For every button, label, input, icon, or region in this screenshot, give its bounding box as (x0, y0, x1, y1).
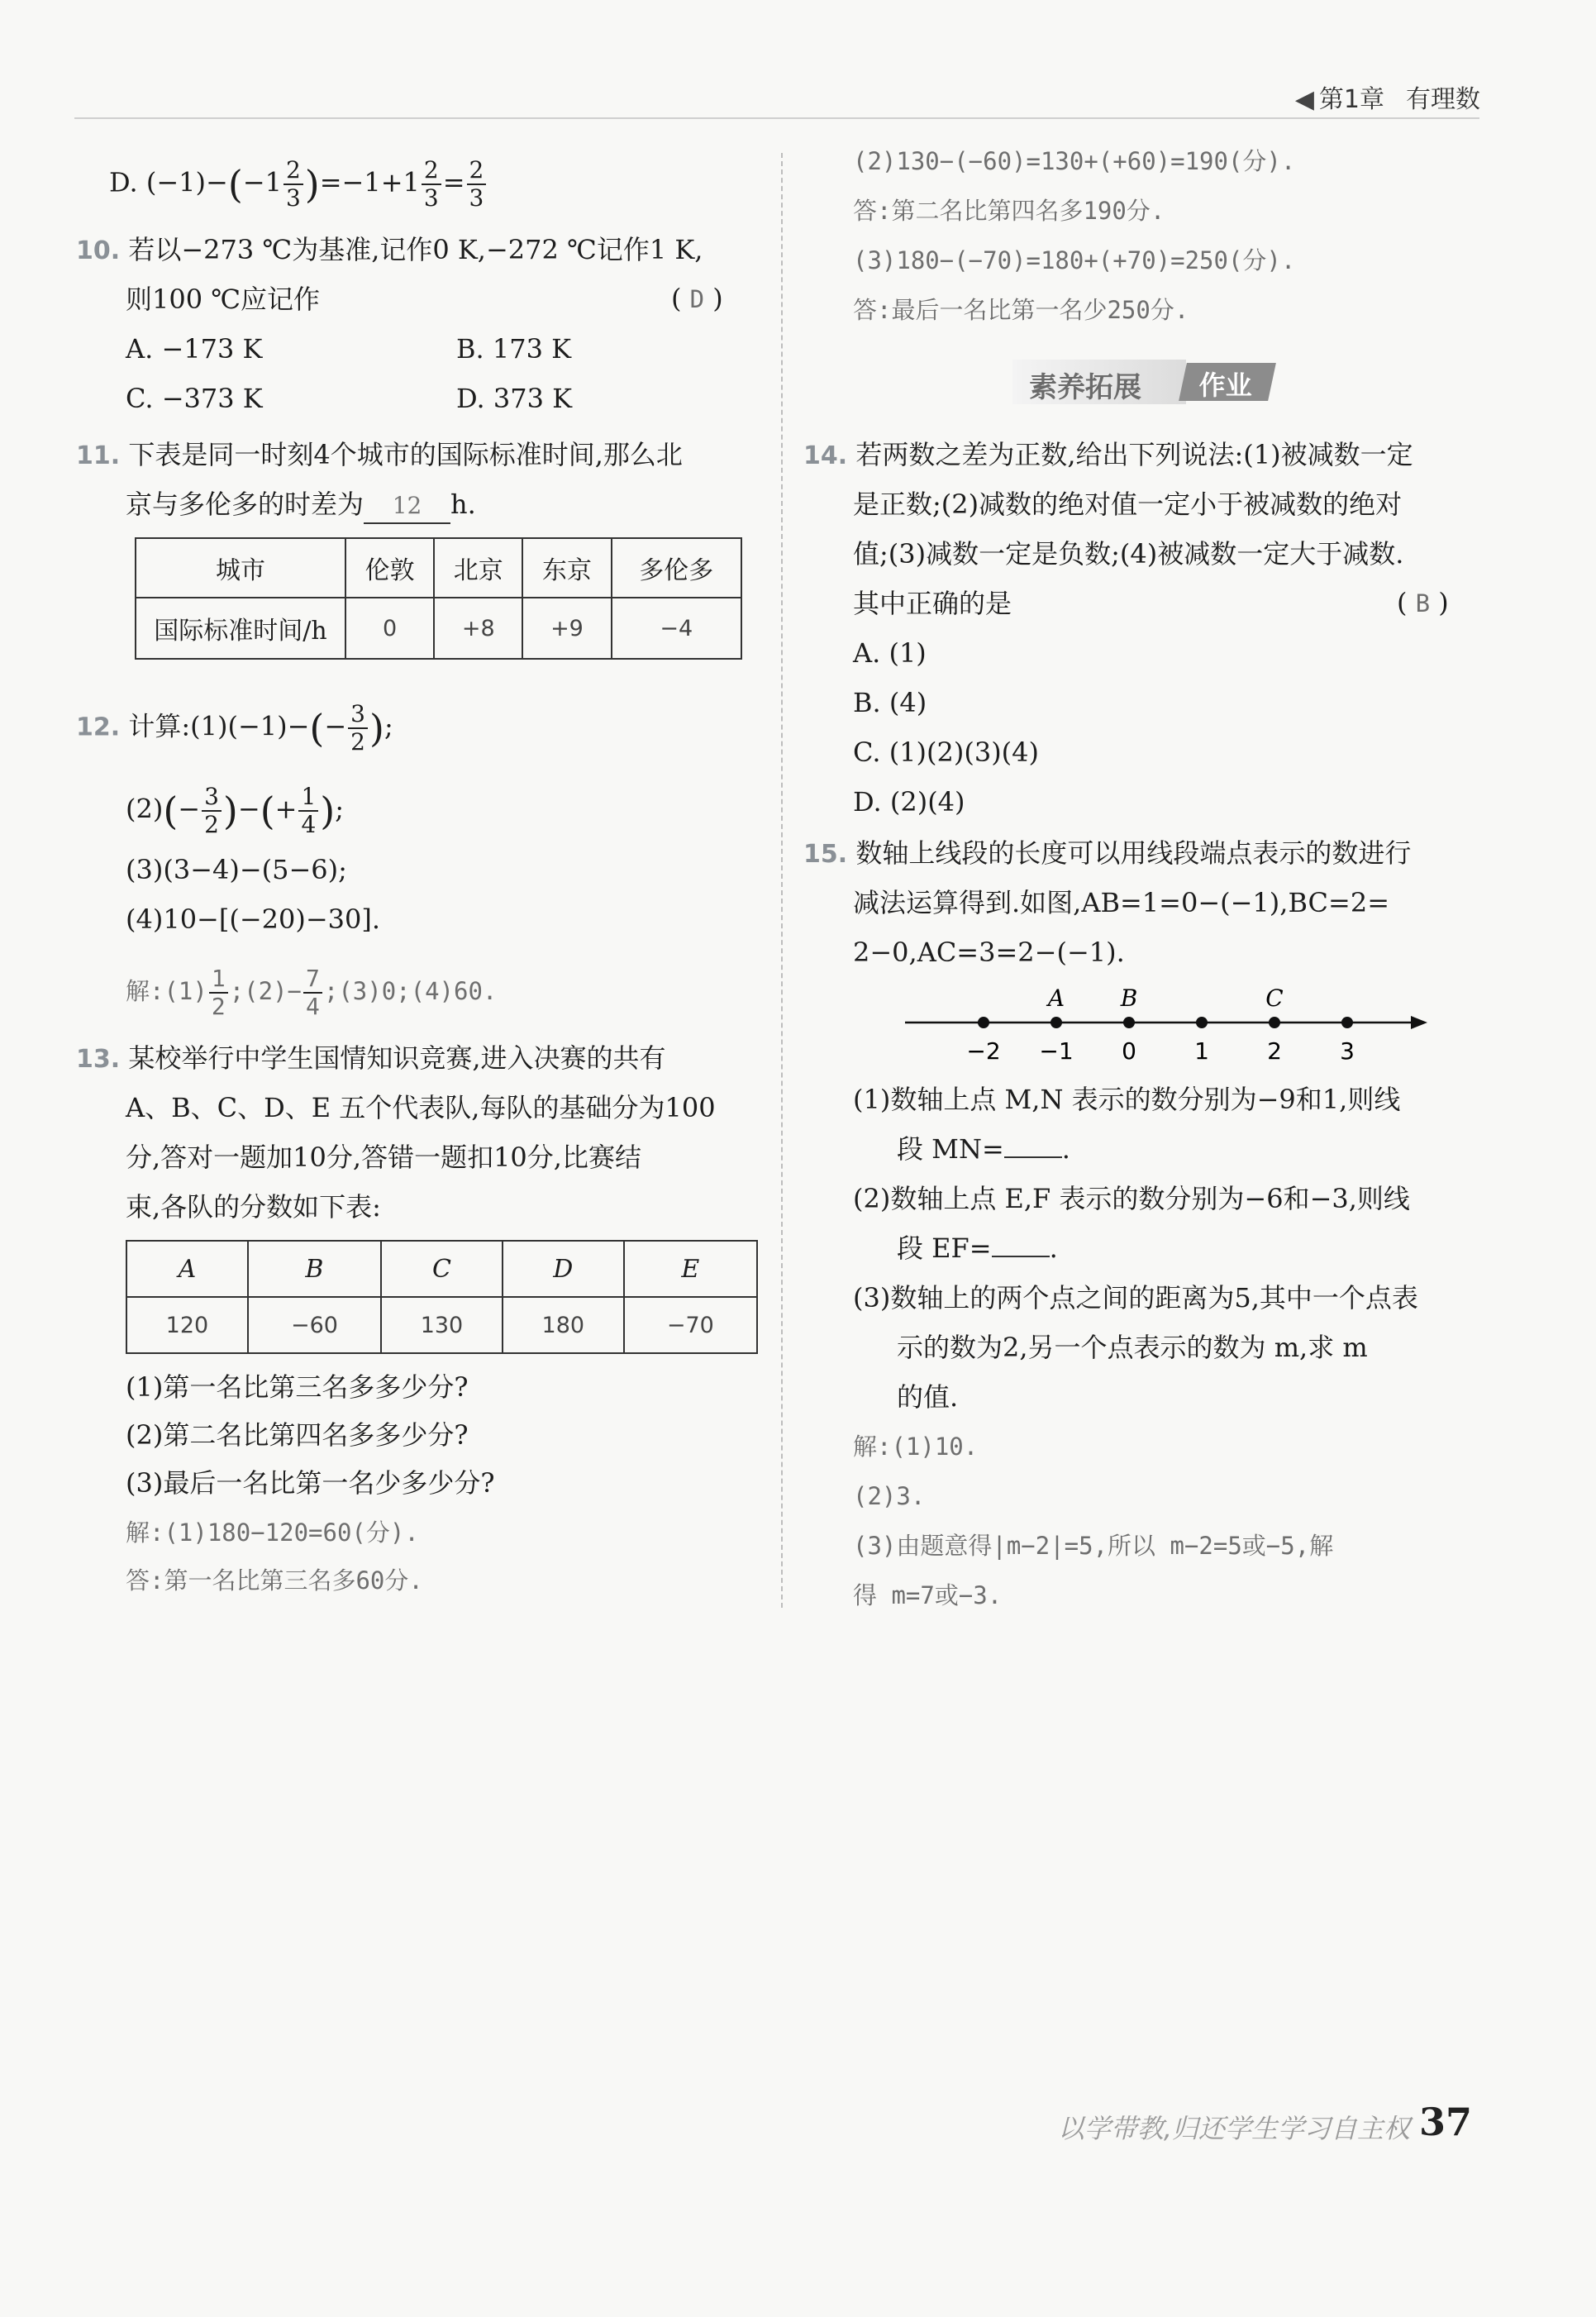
q11-text1: 下表是同一时刻4个城市的国际标准时间,那么北 (128, 439, 683, 470)
axis-tick-label: −2 (966, 1037, 1001, 1065)
q15-sub1-text: 段 MN= (897, 1133, 1004, 1165)
q9-f1-den: 3 (285, 184, 301, 212)
q11-text2-post: h. (450, 489, 476, 520)
q13-text3: 分,答对一题加10分,答错一题扣10分,比赛结 (126, 1142, 641, 1173)
section-banner (1012, 360, 1273, 404)
q9-f3-den: 3 (469, 184, 484, 212)
q12-p2-n1: 3 (202, 784, 222, 812)
q11-value-london: 0 (345, 598, 434, 659)
q15-text2: 减法运算得到.如图,AB=1=0−(−1),BC=2= (853, 887, 1390, 918)
q9-eq: = (442, 166, 465, 198)
q15-line1 (803, 837, 1411, 871)
q11-value-beijing: +8 (434, 598, 522, 659)
q13-answer3b: 答:最后一名比第一名少250分. (853, 296, 1189, 324)
q12-p2-sign1: − (178, 793, 201, 825)
q15-sub3-line3: 的值. (897, 1381, 959, 1413)
axis-tick-label: 1 (1194, 1037, 1209, 1065)
q15-sub3-line1: (3)数轴上的两个点之间的距离为5,其中一个点表 (853, 1282, 1418, 1313)
q11-header-tokyo: 东京 (522, 538, 611, 598)
q12-sol-n1: 1 (209, 965, 228, 994)
q12-part1: 12. 计算:(1)(−1)−(− $\frac{3}{2}$ ); (76, 700, 393, 756)
q11-row-label: 国际标准时间/h (136, 598, 345, 659)
q13-header-b: B (248, 1241, 381, 1297)
q12-p1-end: ; (384, 710, 393, 742)
axis-point-dot (1196, 1017, 1208, 1028)
q14-line1 (803, 438, 1413, 473)
q11-header-toronto: 多伦多 (612, 538, 741, 598)
q12-p2-n2: 1 (298, 784, 318, 812)
q15-number: 15. (803, 840, 848, 869)
q12-sol-n2: 7 (303, 965, 322, 994)
axis-point-label: B (1120, 984, 1138, 1012)
q9-mid: =−1+1 (319, 166, 420, 198)
q10-line1 (76, 233, 703, 268)
axis-tick-label: 2 (1267, 1037, 1282, 1065)
q13-answer1b: 答:第一名比第三名多60分. (126, 1566, 423, 1595)
q14-option-b: B. (4) (853, 687, 927, 718)
q12-p2-d1: 2 (204, 811, 219, 838)
q15-text1: 数轴上线段的长度可以用线段端点表示的数进行 (855, 837, 1412, 869)
q14-text2: 是正数;(2)减数的绝对值一定小于被减数的绝对 (853, 489, 1403, 520)
q15-answer2: (2)3. (853, 1482, 926, 1510)
q11-header-city: 城市 (136, 538, 345, 598)
q9-option-d: D. (−1)−(−1 $\frac{2}{3}$ )=−1+1 $\frac{2}{3}$ = $\frac{2}{3}$ (109, 157, 488, 212)
q11-blank-answer: 12 (364, 489, 450, 524)
q9-frac-3 (467, 157, 487, 212)
axis-point-dot (1123, 1017, 1135, 1028)
q12-p2-frac2 (298, 784, 318, 838)
header-rule (74, 117, 1479, 119)
q12-p2-sign2: + (274, 793, 298, 825)
q15-answer1: 解:(1)10. (853, 1433, 979, 1461)
q13-score-table (126, 1240, 758, 1354)
axis-point-dot (978, 1017, 989, 1028)
q12-p1-num: 3 (348, 701, 368, 729)
q10-answer: D (689, 285, 705, 313)
q13-sub3: (3)最后一名比第一名少多少分? (126, 1467, 495, 1499)
q12-sol-frac2 (303, 965, 322, 1020)
q15-answer3a: (3)由题意得|m−2|=5,所以 m−2=5或−5,解 (853, 1532, 1334, 1560)
q10-option-a: A. −173 K (126, 333, 263, 365)
q12-p1-pre: (1)(−1)− (190, 710, 310, 742)
q13-score-a: 120 (126, 1297, 248, 1353)
q13-header-e: E (624, 1241, 757, 1297)
q10-text1: 若以−273 ℃为基准,记作0 K,−272 ℃记作1 K, (128, 234, 703, 265)
axis-tick-label: 3 (1340, 1037, 1355, 1065)
q13-score-d: 180 (503, 1297, 624, 1353)
q11-value-toronto: −4 (612, 598, 741, 659)
q9-expr-start: (−1)− (145, 166, 228, 198)
q11-header-london: 伦敦 (345, 538, 434, 598)
q9-f2-den: 3 (423, 184, 439, 212)
q14-number: 14. (803, 441, 848, 470)
banner-tag-text: 作业 (1198, 369, 1252, 401)
q9-f1-num: 2 (283, 157, 303, 185)
q9-d-label: D. (109, 166, 138, 198)
q12-p2-d2: 4 (301, 811, 317, 838)
q15-sub2-line2: 段 EF= . (897, 1232, 1058, 1264)
q10-line2: 则100 ℃应记作 (126, 284, 321, 315)
q12-p2-mid: − (237, 793, 260, 825)
q12-sol-d1: 2 (211, 993, 226, 1020)
q12-solution (126, 965, 497, 1020)
number-line-arrow-icon (1411, 1016, 1427, 1029)
q15-sub2-text: 段 EF= (897, 1232, 992, 1264)
q12-part4: (4)10−[(−20)−30]. (126, 903, 381, 935)
q12-part3: (3)(3−4)−(5−6); (126, 854, 347, 885)
q10-option-b: B. 173 K (456, 333, 572, 365)
q11-line1 (76, 438, 683, 473)
q9-frac-1 (283, 157, 303, 212)
q13-answer2b: 答:第二名比第四名多190分. (853, 197, 1165, 225)
q15-sub2-blank (992, 1256, 1050, 1257)
q13-text1: 某校举行中学生国情知识竞赛,进入决赛的共有 (128, 1042, 666, 1074)
column-divider (781, 153, 783, 1608)
banner-main (1012, 360, 1186, 404)
q9-minus-one: −1 (242, 166, 282, 198)
chapter-label: 第1章 (1318, 85, 1384, 114)
q12-sol-frac1 (209, 965, 228, 1020)
q13-line1 (76, 1042, 666, 1076)
q12-number: 12. (76, 713, 121, 742)
page-number: 37 (1418, 2100, 1472, 2144)
axis-tick-label: 0 (1122, 1037, 1136, 1065)
q15-sub1-line2: 段 MN= . (897, 1133, 1070, 1165)
q13-text2: A、B、C、D、E 五个代表队,每队的基础分为100 (126, 1092, 716, 1123)
q11-header-beijing: 北京 (434, 538, 522, 598)
q12-sol-d2: 4 (306, 993, 320, 1020)
axis-point-dot (1341, 1017, 1353, 1028)
q15-text3: 2−0,AC=3=2−(−1). (853, 937, 1125, 968)
triangle-left-icon: ◀ (1294, 85, 1314, 114)
q12-label: 计算: (128, 710, 191, 742)
q13-sub1: (1)第一名比第三名多多少分? (126, 1371, 469, 1403)
q14-text1: 若两数之差为正数,给出下列说法:(1)被减数一定 (855, 439, 1413, 470)
q14-text4: 其中正确的是 (853, 588, 1012, 619)
q12-p1-den: 2 (350, 728, 365, 756)
axis-point-dot (1051, 1017, 1062, 1028)
q14-answer-paren: ( B ) (1397, 587, 1449, 618)
q12-part2: (2)(− $\frac{3}{2}$ )−(+ $\frac{1}{4}$ ); (126, 783, 345, 838)
q13-score-e: −70 (624, 1297, 757, 1353)
q12-sol-pre: 解:(1) (126, 977, 207, 1005)
chapter-title: 有理数 (1406, 85, 1480, 114)
q13-answer1: 解:(1)180−120=60(分). (126, 1518, 419, 1547)
axis-point-label: C (1265, 984, 1284, 1012)
q12-sol-mid: ;(2)− (229, 977, 303, 1005)
q14-option-c: C. (1)(2)(3)(4) (853, 737, 1039, 768)
banner-main-text: 素养拓展 (1029, 371, 1141, 404)
q10-option-c: C. −373 K (126, 383, 263, 414)
q12-p2-pre: (2) (126, 793, 164, 825)
q14-answer: B (1415, 589, 1431, 617)
banner-tag (1179, 363, 1276, 401)
q11-city-time-table (135, 537, 742, 660)
q13-text4: 束,各队的分数如下表: (126, 1191, 381, 1223)
page-header (1295, 79, 1480, 115)
q13-header-a: A (126, 1241, 248, 1297)
q15-sub2-line1: (2)数轴上点 E,F 表示的数分别为−6和−3,则线 (853, 1183, 1410, 1214)
q15-sub1-blank (1004, 1156, 1062, 1158)
q13-answer3: (3)180−(−70)=180+(+70)=250(分). (853, 246, 1296, 274)
q15-sub3-line2: 示的数为2,另一个点表示的数为 m,求 m (897, 1332, 1368, 1363)
q13-score-b: −60 (248, 1297, 381, 1353)
axis-point-dot (1269, 1017, 1280, 1028)
q12-p1-frac (348, 701, 368, 756)
q15-sub1-line1: (1)数轴上点 M,N 表示的数分别为−9和1,则线 (853, 1084, 1401, 1115)
q9-frac-2 (422, 157, 441, 212)
q13-number: 13. (76, 1045, 121, 1074)
q9-f2-num: 2 (422, 157, 441, 185)
q14-option-a: A. (1) (853, 637, 927, 669)
q12-p2-frac1 (202, 784, 222, 838)
q10-option-d: D. 373 K (456, 383, 573, 414)
q10-answer-paren: ( D ) (671, 283, 723, 314)
q13-header-d: D (503, 1241, 624, 1297)
q13-answer2: (2)130−(−60)=130+(+60)=190(分). (853, 147, 1296, 175)
q11-text2-pre: 京与多伦多的时差为 (126, 489, 364, 520)
q11-line2 (126, 488, 476, 524)
q13-sub2: (2)第二名比第四名多多少分? (126, 1419, 469, 1451)
number-line-figure (905, 980, 1434, 1070)
axis-tick-label: −1 (1039, 1037, 1074, 1065)
q15-answer3b: 得 m=7或−3. (853, 1581, 1003, 1609)
q12-sol-end: ;(3)0;(4)60. (323, 977, 498, 1005)
q13-score-c: 130 (381, 1297, 503, 1353)
q14-option-d: D. (2)(4) (853, 786, 965, 818)
footer-motto: 以学带教,归还学生学习自主权 (1057, 2113, 1410, 2144)
q10-number: 10. (76, 236, 121, 265)
q11-value-tokyo: +9 (522, 598, 611, 659)
q11-number: 11. (76, 441, 121, 470)
q13-header-c: C (381, 1241, 503, 1297)
q12-p1-sign: − (324, 710, 347, 742)
q9-f3-num: 2 (467, 157, 487, 185)
q14-text3: 值;(3)减数一定是负数;(4)被减数一定大于减数. (853, 538, 1404, 570)
axis-point-label: A (1047, 984, 1065, 1012)
q12-p2-end: ; (335, 793, 345, 825)
